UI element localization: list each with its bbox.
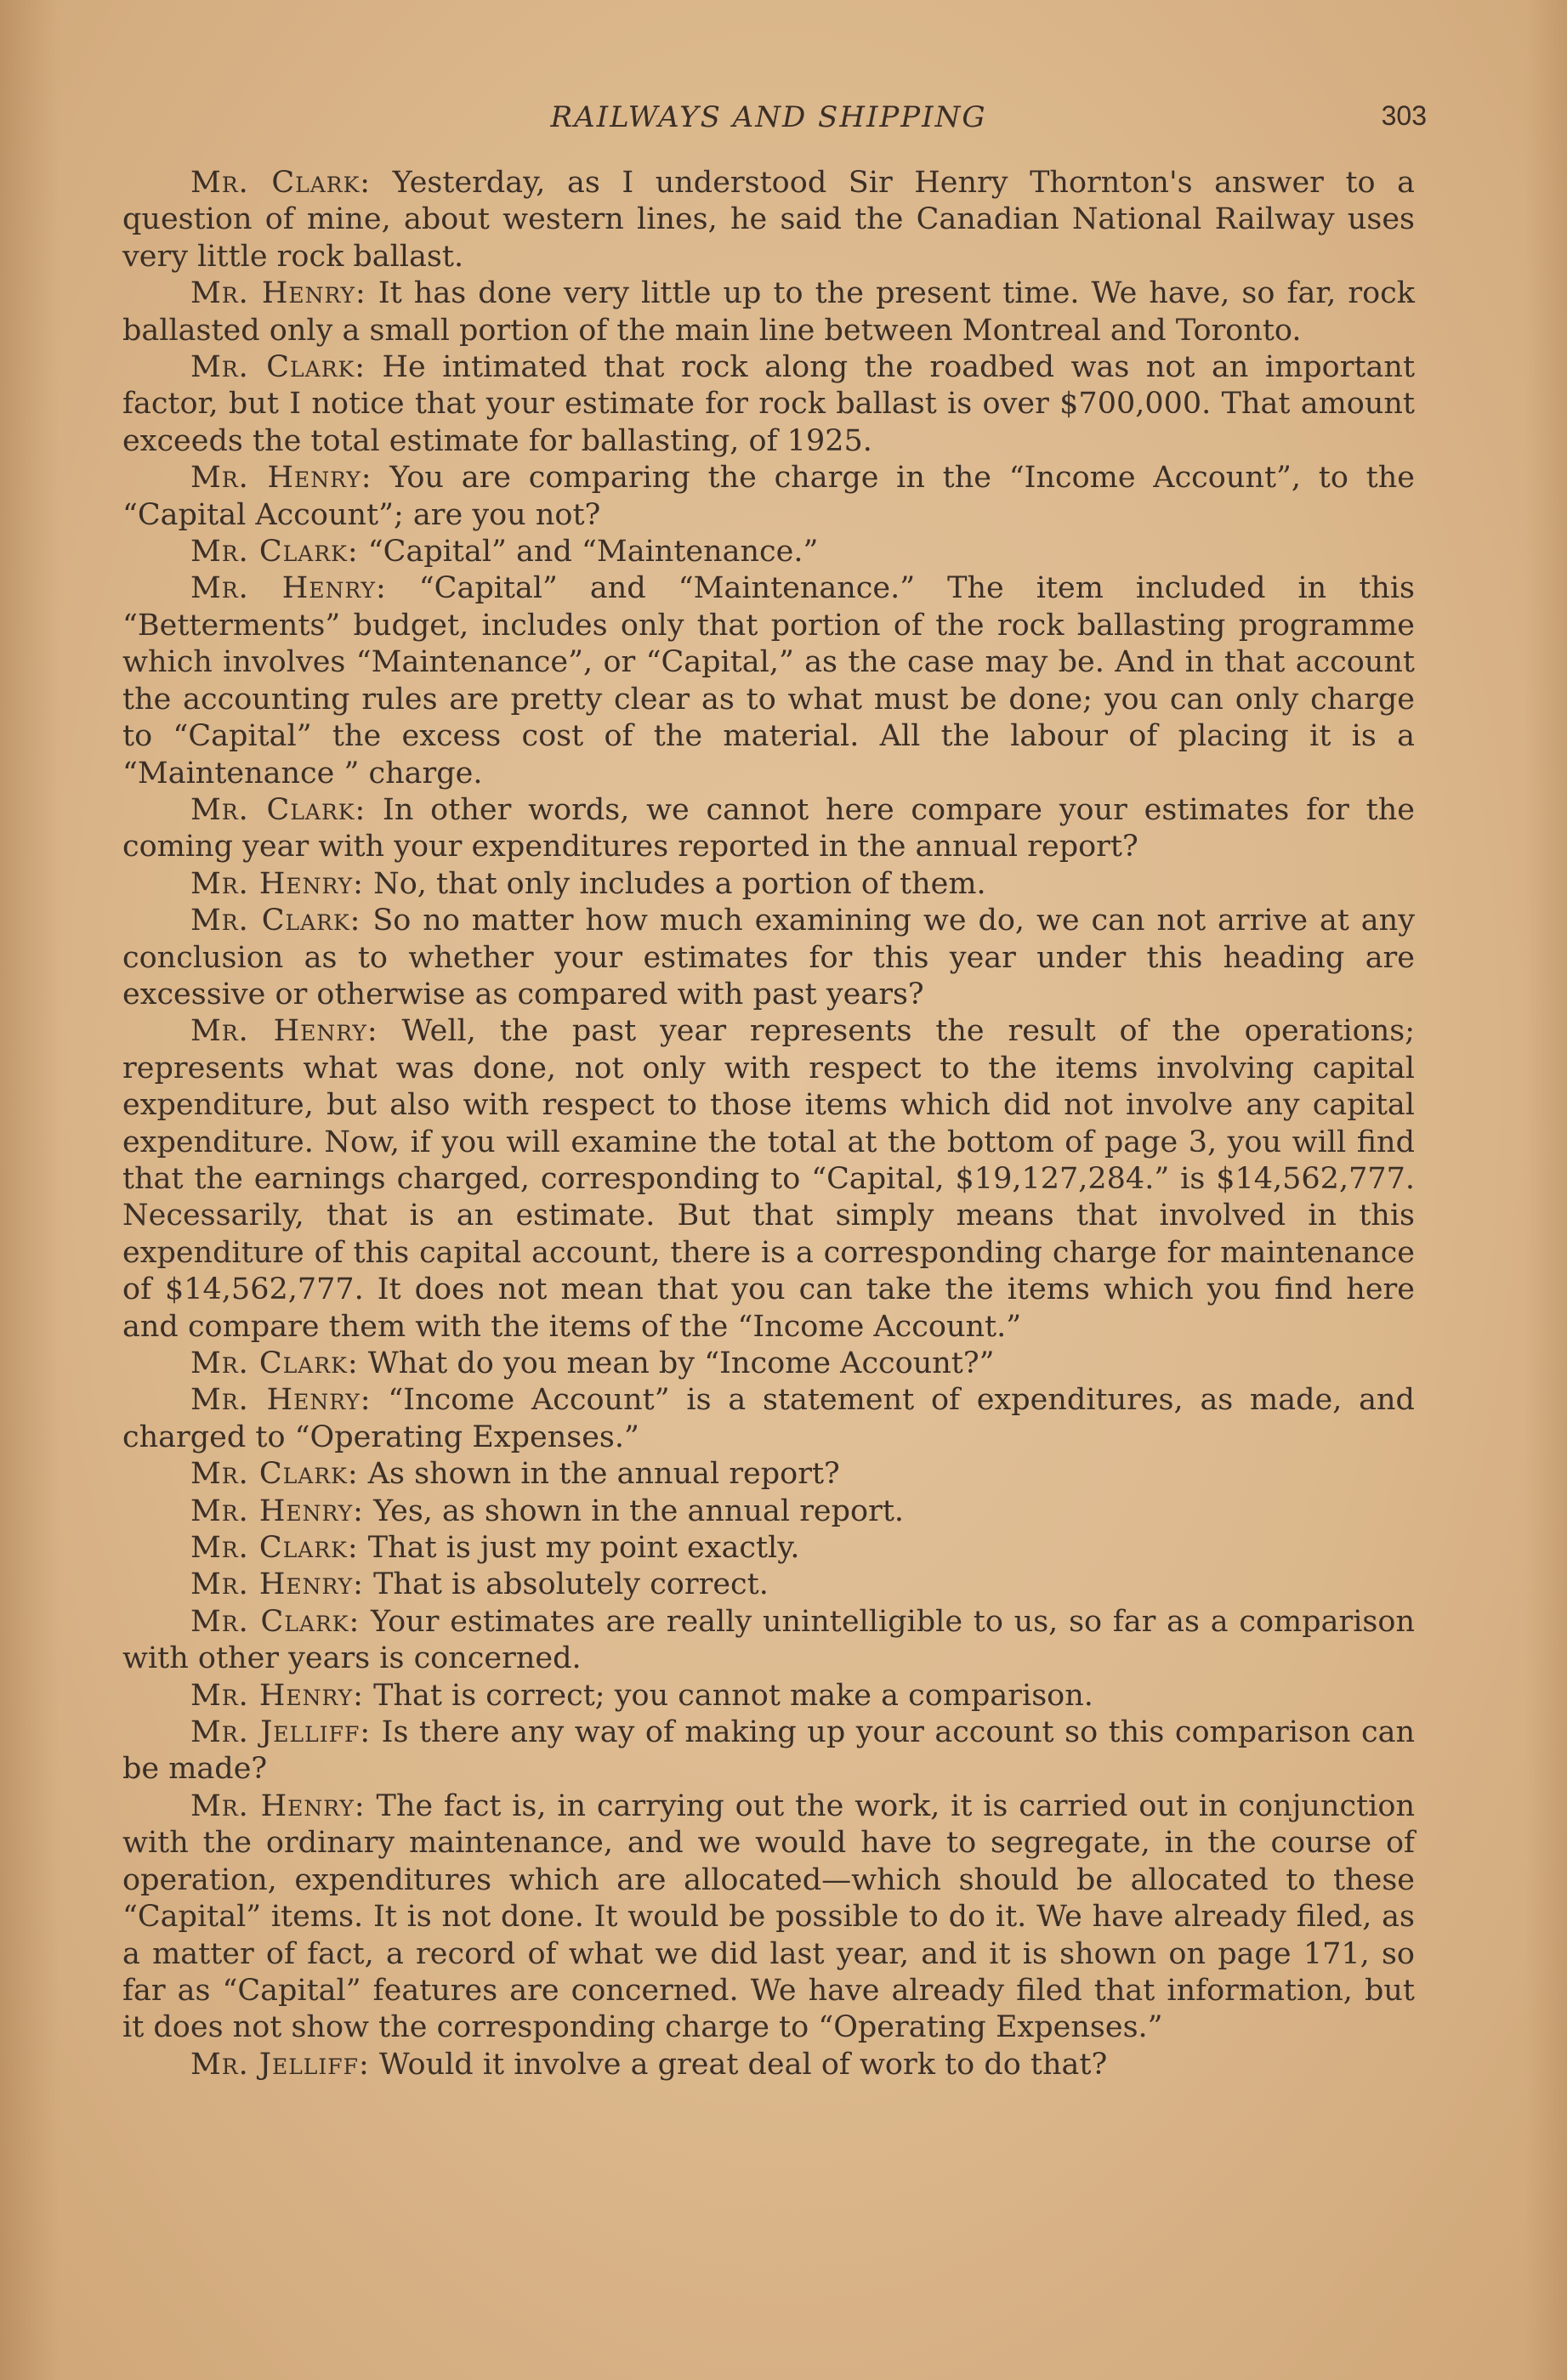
speech-text: Your estimates are really unintelligible to us, so far as a comparison with other years is concerned.	[122, 1604, 1415, 1676]
speaker-name: Mr. Clark:	[190, 1531, 359, 1566]
dialogue-paragraph	[122, 1493, 1415, 1530]
page-header	[122, 94, 1427, 144]
speech-text: That is absolutely correct.	[373, 1567, 769, 1602]
speaker-name: Mr. Henry:	[190, 276, 366, 311]
dialogue-paragraph	[122, 1346, 1415, 1382]
dialogue-paragraph	[122, 1678, 1415, 1714]
dialogue-paragraph	[122, 1604, 1415, 1678]
speech-text: Would it involve a great deal of work to do that?	[378, 2047, 1108, 2082]
speaker-name: Mr. Henry:	[190, 461, 372, 496]
dialogue-paragraph	[122, 534, 1415, 570]
speaker-name: Mr. Clark:	[190, 166, 372, 200]
page-content	[122, 94, 1427, 2083]
speech-text: He intimated that rock along the roadbed was not an important factor, but I notice that your estimate for rock ballast is over $700,000. That amount exceeds the total estimate for ballasting, of 1925.	[122, 350, 1416, 458]
speaker-name: Mr. Henry:	[190, 1493, 364, 1528]
speaker-name: Mr. Henry:	[190, 1788, 366, 1823]
speech-text: What do you mean by “Income Account?”	[367, 1346, 995, 1380]
dialogue-paragraph	[122, 460, 1415, 534]
page-edge-shadow-right	[1524, 0, 1567, 2380]
speech-text: The fact is, in carrying out the work, it is carried out in conjunction with the ordinary maintenance, and we would have to segregate, in the course of operation, expenditures which are allocated—which should be allocated to these “Capital” items. It is not done. It would be possible to do it. We have already filed, as a matter of fact, a record of what we did last year, and it is shown on page 171, so far as “Capital” features are concerned. We have already filed that information, but it does not show the corresponding charge to “Operating Expenses.”	[122, 1788, 1415, 2045]
speaker-name: Mr. Clark:	[190, 792, 366, 827]
dialogue-body	[122, 165, 1415, 2083]
dialogue-paragraph	[122, 903, 1415, 1013]
speech-text: That is just my point exactly.	[367, 1531, 800, 1566]
dialogue-paragraph	[122, 1382, 1415, 1456]
page-edge-shadow-left	[0, 0, 60, 2380]
speech-text: Yes, as shown in the annual report.	[373, 1493, 905, 1528]
speech-text: As shown in the annual report?	[367, 1457, 840, 1492]
dialogue-paragraph	[122, 570, 1415, 791]
dialogue-paragraph	[122, 866, 1415, 903]
dialogue-paragraph	[122, 349, 1415, 460]
speaker-name: Mr. Clark:	[190, 1346, 359, 1380]
speaker-name: Mr. Clark:	[190, 1457, 359, 1492]
dialogue-paragraph	[122, 1567, 1415, 1603]
speaker-name: Mr. Henry:	[190, 1567, 364, 1602]
speech-text: Yesterday, as I understood Sir Henry Thornton's answer to a question of mine, about western lines, he said the Canadian National Railway uses very little rock ballast.	[122, 166, 1415, 274]
speaker-name: Mr. Jelliff:	[190, 1715, 372, 1750]
dialogue-paragraph	[122, 792, 1415, 866]
dialogue-paragraph	[122, 1714, 1415, 1788]
speech-text: “Capital” and “Maintenance.” The item included in this “Betterments” budget, includes only that portion of the rock ballasting programme which involves “Maintenance”, or “Capital,” as the case may be. And in that account the accounting rules are pretty clear as to what must be done; you can only charge to “Capital” the excess cost of the material. All the labour of placing it is a “Maintenance ” charge.	[122, 571, 1415, 790]
speaker-name: Mr. Clark:	[190, 350, 366, 385]
dialogue-paragraph	[122, 165, 1415, 275]
dialogue-paragraph	[122, 1530, 1415, 1567]
speaker-name: Mr. Clark:	[190, 535, 359, 570]
speech-text: So no matter how much examining we do, we can not arrive at any conclusion as to whether your estimates for this year under this heading are excessive or otherwise as compared with past years?	[122, 904, 1415, 1012]
speech-text: You are comparing the charge in the “Income Account”, to the “Capital Account”; are you not?	[122, 461, 1415, 532]
speech-text: “Capital” and “Maintenance.”	[367, 535, 819, 570]
dialogue-paragraph	[122, 2047, 1415, 2083]
speaker-name: Mr. Henry:	[190, 1678, 364, 1713]
speech-text: In other words, we cannot here compare your estimates for the coming year with your expenditures reported in the annual report?	[122, 792, 1415, 864]
page-number: 303	[1381, 100, 1427, 131]
speaker-name: Mr. Henry:	[190, 1383, 372, 1418]
speech-text: Is there any way of making up your account so this comparison can be made?	[122, 1715, 1415, 1787]
dialogue-paragraph	[122, 1013, 1415, 1346]
speaker-name: Mr. Jelliff:	[190, 2047, 370, 2082]
speech-text: Well, the past year represents the result of the operations; represents what was done, not only with respect to the items involving capital expenditure, but also with respect to those items which did not involve any capital expenditure. Now, if you will examine the total at the bottom of page 3, you will find that the earnings charged, corresponding to “Capital, $19,127,284.” is $14,562,777. Necessarily, that is an estimate. But that simply means that involved in this expenditure of this capital account, there is a corresponding charge for maintenance of $14,562,777. It does not mean that you can take the items which you find here and compare them with the items of the “Income Account.”	[122, 1014, 1415, 1344]
speech-text: That is correct; you cannot make a comparison.	[373, 1678, 1093, 1713]
running-head: RAILWAYS AND SHIPPING	[550, 100, 987, 134]
dialogue-paragraph	[122, 1788, 1415, 2047]
speech-text: It has done very little up to the present time. We have, so far, rock ballasted only a small portion of the main line between Montreal and Toronto.	[122, 276, 1415, 348]
speaker-name: Mr. Clark:	[190, 1604, 361, 1639]
dialogue-paragraph	[122, 275, 1415, 349]
speaker-name: Mr. Henry:	[190, 571, 387, 606]
speech-text: “Income Account” is a statement of expenditures, as made, and charged to “Operating Expenses.”	[122, 1383, 1415, 1454]
speaker-name: Mr. Henry:	[190, 1014, 378, 1049]
speech-text: No, that only includes a portion of them.	[373, 866, 986, 901]
dialogue-paragraph	[122, 1456, 1415, 1493]
speaker-name: Mr. Henry:	[190, 866, 364, 901]
speaker-name: Mr. Clark:	[190, 904, 361, 938]
